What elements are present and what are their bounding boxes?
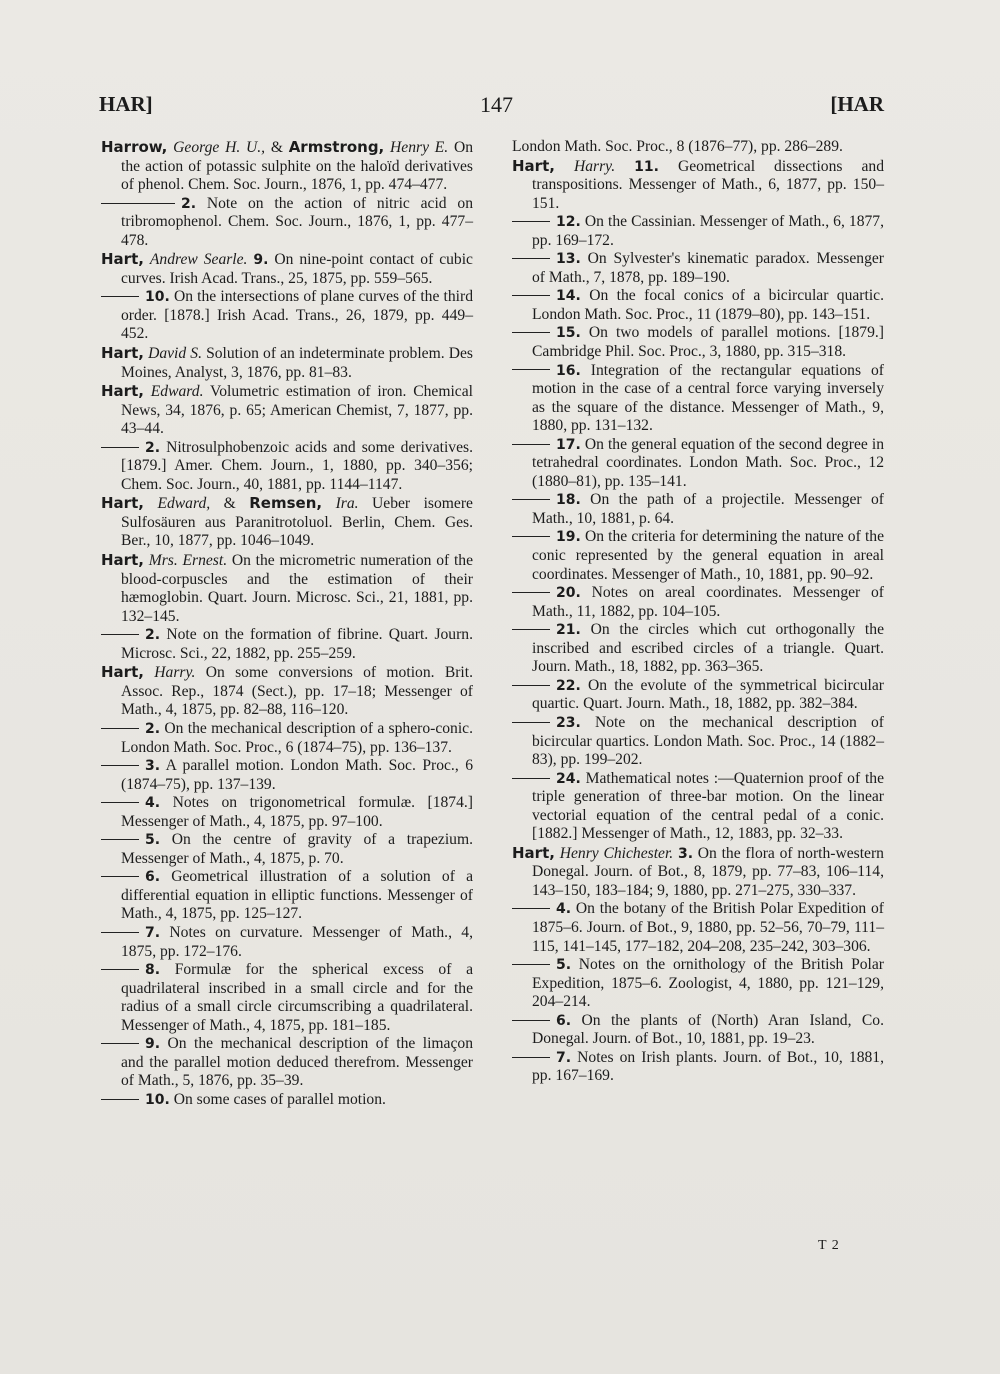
author-given-name: Harry. [154,664,196,682]
bibliography-entry [101,344,473,382]
entry-text: Geometrical illustration of a solution of a differential equation in elliptic functions. Messenger of Math., 4, 1875, pp. 125–127. [121,868,473,923]
bibliography-entry [101,626,473,663]
entry-number: 17. [556,436,581,453]
author-surname: Harrow, [101,138,168,156]
entry-text: Notes on areal coordinates. Messenger of Math., 11, 1882, pp. 104–105. [532,584,884,620]
ditto-dash [101,969,139,970]
author-surname: Hart, [101,382,144,401]
entry-number: 6. [556,1012,572,1029]
entry-number: 12. [556,214,581,231]
entry-number: 6. [145,869,161,886]
bibliography-entry [101,720,473,757]
entry-number: 20. [556,585,581,602]
bibliography-entry [512,1012,884,1049]
entry-number: 7. [556,1049,572,1066]
author-joiner: & [210,495,250,513]
bibliography-entry [101,551,473,626]
entry-number: 10. [145,1091,170,1108]
entry-text: On nine-point contact of cubic curves. Irish Acad. Trans., 25, 1875, pp. 559–565. [121,251,473,287]
author-given-name: Henry Chichester. [559,844,674,862]
ditto-dash [101,634,139,635]
author-given-name: Harry. [573,157,616,175]
bibliography-entry [512,528,884,584]
ditto-dash [512,295,550,296]
author-given-name: Ira. [335,495,359,513]
entry-text: On two models of parallel motions. [1879.] Cambridge Phil. Soc. Proc., 3, 1880, pp. 315–318. [532,324,884,361]
entry-text: On the general equation of the second degree in tetrahedral coordinates. London Math. Soc. Proc., 12 (1880–81), pp. 135–141. [532,435,884,490]
running-head-left: HAR] [99,92,153,116]
author-given-name: George H. U., [173,139,266,156]
ditto-dash [101,876,139,877]
bibliography-entry [512,900,884,956]
author-surname: Hart, [512,156,555,175]
entry-text: On the criteria for determining the nature of the conic represented by the general equation in areal coordinates. Messenger of Math., 10, 1881, pp. 90–92. [532,528,884,583]
ditto-dash [512,444,550,445]
entry-text: Notes on trigonometrical formulæ. [1874.] Messenger of Math., 4, 1875, pp. 97–100. [121,794,473,830]
entry-number: 4. [145,795,161,812]
entry-text: Notes on Irish plants. Journ. of Bot., 10, 1881, pp. 167–169. [532,1048,884,1085]
page-number: 147 [480,92,513,117]
ditto-dash [512,964,550,965]
ditto-dash [101,728,139,729]
left-column [101,138,473,1109]
entry-number: 10. [145,289,170,306]
bibliography-entry [101,868,473,924]
entry-text: On some cases of parallel motion. [169,1090,386,1108]
ditto-dash [512,332,550,333]
ditto-dash [512,1057,550,1058]
entry-text: Note on the mechanical description of bicircular quartics. London Math. Soc. Proc., 14 (1882–83), pp. 199–202. [532,713,884,769]
entry-number: 7. [145,924,161,941]
bibliography-entry [101,250,473,288]
author-given-name: David S. [148,345,202,363]
author-surname: Armstrong, [288,138,385,156]
bibliography-entry [101,924,473,961]
entry-text: Notes on curvature. Messenger of Math., 4, 1875, pp. 172–176. [121,923,473,960]
ditto-dash [512,592,550,593]
entry-number: 5. [556,957,572,974]
entry-text: On the action of potassic sulphite on the haloïd derivatives of phenol. Chem. Soc. Journ., 1876, 1, pp. 474–477. [121,139,473,194]
ditto-dash [101,447,139,448]
ditto-dash [512,221,550,222]
bibliography-entry [512,213,884,250]
entry-text: On the centre of gravity of a trapezium. Messenger of Math., 4, 1875, p. 70. [121,831,473,867]
running-head-right: [HAR [830,92,884,116]
ditto-dash [512,629,550,630]
author-surname: Hart, [101,344,144,363]
entry-text: On the mechanical description of a sphero-conic. London Math. Soc. Proc., 6 (1874–75), pp. 136–137. [121,719,473,756]
entry-text: On the focal conics of a bicircular quartic. London Math. Soc. Proc., 11 (1879–80), pp. 143–151. [532,287,884,323]
entry-number: 22. [556,677,581,694]
author-surname: Hart, [512,843,555,862]
entry-text: Integration of the rectangular equations of motion in the case of a central force varying inversely as the square of the distance. Messenger of Math., 9, 1880, pp. 131–132. [532,361,884,435]
entry-text: Note on the action of nitric acid on tribromophenol. Chem. Soc. Journ., 1876, 1, pp. 477–478. [121,194,473,249]
ditto-dash [101,932,139,933]
ditto-dash [512,499,550,500]
entry-text: On the Cassinian. Messenger of Math., 6, 1877, pp. 169–172. [532,213,884,249]
entry-text: On the flora of north-western Donegal. Journ. of Bot., 8, 1879, pp. 77–83, 106–114, 143–150, 183–184; 9, 1880, pp. 271–275, 330–337. [532,844,884,899]
bibliography-entry [512,287,884,324]
author-given-name: Edward. [150,383,204,401]
entry-text: On the circles which cut orthogonally the inscribed and escribed circles of a triangle. Quart. Journ. Math., 18, 1882, pp. 363–365. [532,621,884,676]
author-joiner: & [265,139,289,156]
bibliography-entry [512,491,884,528]
entry-text: On the mechanical description of the limaçon and the parallel motion deduced therefrom. Messenger of Math., 5, 1876, pp. 35–39. [121,1035,473,1090]
entry-text: Formulæ for the spherical excess of a quadrilateral inscribed in a small circle and for the radius of a small circle circumscribing a quadrilateral. Messenger of Math., 4, 1875, pp. 181–185. [121,961,473,1034]
entry-text: On the intersections of plane curves of the third order. [1878.] Irish Acad. Trans., 26, 1879, pp. 449–452. [121,288,473,343]
author-surname: Hart, [101,551,144,570]
entry-number: 4. [556,901,572,918]
entry-number: 13. [556,251,581,268]
author-surname: Remsen, [249,494,323,513]
entry-text: On the evolute of the symmetrical bicircular quartic. Quart. Journ. Math., 18, 1882, pp. 382–384. [532,676,884,713]
ditto-dash [101,1099,139,1100]
bibliography-entry [101,794,473,831]
entry-number: 9. [145,1036,161,1053]
entry-text: Notes on the ornithology of the British Polar Expedition, 1875–6. Zoologist, 4, 1880, pp. 121–129, 204–214. [532,956,884,1011]
entry-number: 2. [145,439,161,456]
bibliography-entry [512,677,884,714]
ditto-dash [512,685,550,686]
bibliography-entry [512,770,884,844]
ditto-dash [512,908,550,909]
ditto-dash [512,778,550,779]
entry-text: Geometrical dissections and transpositions. Messenger of Math., 6, 1877, pp. 150–151. [532,157,884,212]
bibliography-entry [512,1049,884,1086]
ditto-dash [512,258,550,259]
ditto-dash [101,296,139,297]
entry-number: 15. [556,325,581,342]
author-given-name: Mrs. Ernest. [148,552,228,570]
entry-number: 2. [181,195,197,212]
author-surname: Hart, [101,494,144,513]
author-given-name: Edward, [157,495,211,513]
ditto-dash [512,536,550,537]
entry-text: On the plants of (North) Aran Island, Co. Donegal. Journ. of Bot., 10, 1881, pp. 19–23. [532,1011,884,1048]
entry-text: Note on the formation of fibrine. Quart. Journ. Microsc. Sci., 22, 1882, pp. 255–259. [121,626,473,662]
bibliography-entry [512,250,884,287]
bibliography-entry [512,324,884,361]
bibliography-entry [101,1035,473,1091]
ditto-dash [101,1043,139,1044]
entry-text: On the micrometric numeration of the blood-corpuscles and the estimation of their hæmoglobin. Quart. Journ. Microsc. Sci., 21, 1881, pp. 132–145. [121,552,473,625]
right-column [512,138,884,1086]
bibliography-entry [512,436,884,492]
ditto-dash [101,203,175,204]
bibliography-entry [101,494,473,551]
entry-number: 3. [677,845,694,862]
bibliography-entry [512,362,884,436]
author-given-name: Henry E. [390,139,449,156]
ditto-dash [512,1020,550,1021]
bibliography-entry [101,288,473,344]
bibliography-entry [512,621,884,677]
entry-number: 5. [145,832,161,849]
entry-number: 8. [145,962,161,979]
entry-text: On Sylvester's kinematic paradox. Messenger of Math., 7, 1878, pp. 189–190. [532,250,884,286]
bibliography-entry [101,382,473,439]
entry-text: A parallel motion. London Math. Soc. Proc., 6 (1874–75), pp. 137–139. [121,757,473,793]
entry-text: London Math. Soc. Proc., 8 (1876–77), pp. 286–289. [512,138,843,155]
entry-number: 19. [556,529,581,546]
ditto-dash [101,839,139,840]
entry-number: 14. [556,288,581,305]
ditto-dash [512,369,550,370]
entry-number: 21. [556,622,581,639]
entry-text: On some conversions of motion. Brit. Assoc. Rep., 1874 (Sect.), pp. 17–18; Messenger of Math., 4, 1875, pp. 82–88, 116–120. [121,664,473,719]
entry-number: 18. [556,492,581,509]
ditto-dash [101,802,139,803]
bibliography-entry [512,956,884,1012]
bibliography-entry [101,757,473,794]
author-surname: Hart, [101,250,144,269]
entry-number: 11. [634,158,659,175]
signature-mark: T 2 [818,1238,840,1253]
bibliography-entry [101,1091,473,1110]
entry-text: Mathematical notes :—Quaternion proof of the triple generation of three-bar motion. On the linear vectorial equation of the central pedal of a conic. [1882.] Messenger of Math., 12, 1883, pp. 32–33. [532,769,884,843]
entry-text: Nitrosulphobenzoic acids and some derivatives. [1879.] Amer. Chem. Journ., 1, 1880, pp. 340–356; Chem. Soc. Journ., 40, 1881, pp. 1144–1147. [121,438,473,493]
entry-number: 16. [556,362,581,379]
entry-number: 2. [145,720,161,737]
bibliography-entry [512,584,884,621]
entry-text: Volumetric estimation of iron. Chemical News, 34, 1876, p. 65; American Chemist, 7, 1877, pp. 43–44. [121,383,473,438]
bibliography-entry [512,138,884,157]
entry-text: On the path of a projectile. Messenger of Math., 10, 1881, p. 64. [532,491,884,527]
entry-text: Ueber isomere Sulfosäuren aus Paranitrotoluol. Berlin, Chem. Ges. Ber., 10, 1877, pp. 1046–1049. [121,495,473,550]
bibliography-entry [101,831,473,868]
entry-number: 9. [253,252,269,269]
bibliography-entry [101,195,473,251]
entry-number: 2. [145,627,161,644]
bibliography-entry [101,663,473,720]
bibliography-entry [512,844,884,901]
author-surname: Hart, [101,663,144,682]
bibliography-entry [101,138,473,195]
ditto-dash [512,722,550,723]
entry-number: 23. [556,714,581,731]
bibliography-entry [101,439,473,495]
entry-text: On the botany of the British Polar Expedition of 1875–6. Journ. of Bot., 9, 1880, pp. 52–56, 70–79, 111–115, 141–145, 177–182, 204–208, 235–242, 303–306. [532,900,884,955]
bibliography-entry [512,157,884,214]
bibliography-entry [101,961,473,1035]
entry-text: Solution of an indeterminate problem. Des Moines, Analyst, 3, 1876, pp. 81–83. [121,345,473,381]
author-given-name: Andrew Searle. [149,251,248,269]
bibliography-entry [512,714,884,770]
entry-number: 3. [145,758,161,775]
ditto-dash [101,765,139,766]
entry-number: 24. [556,770,581,787]
